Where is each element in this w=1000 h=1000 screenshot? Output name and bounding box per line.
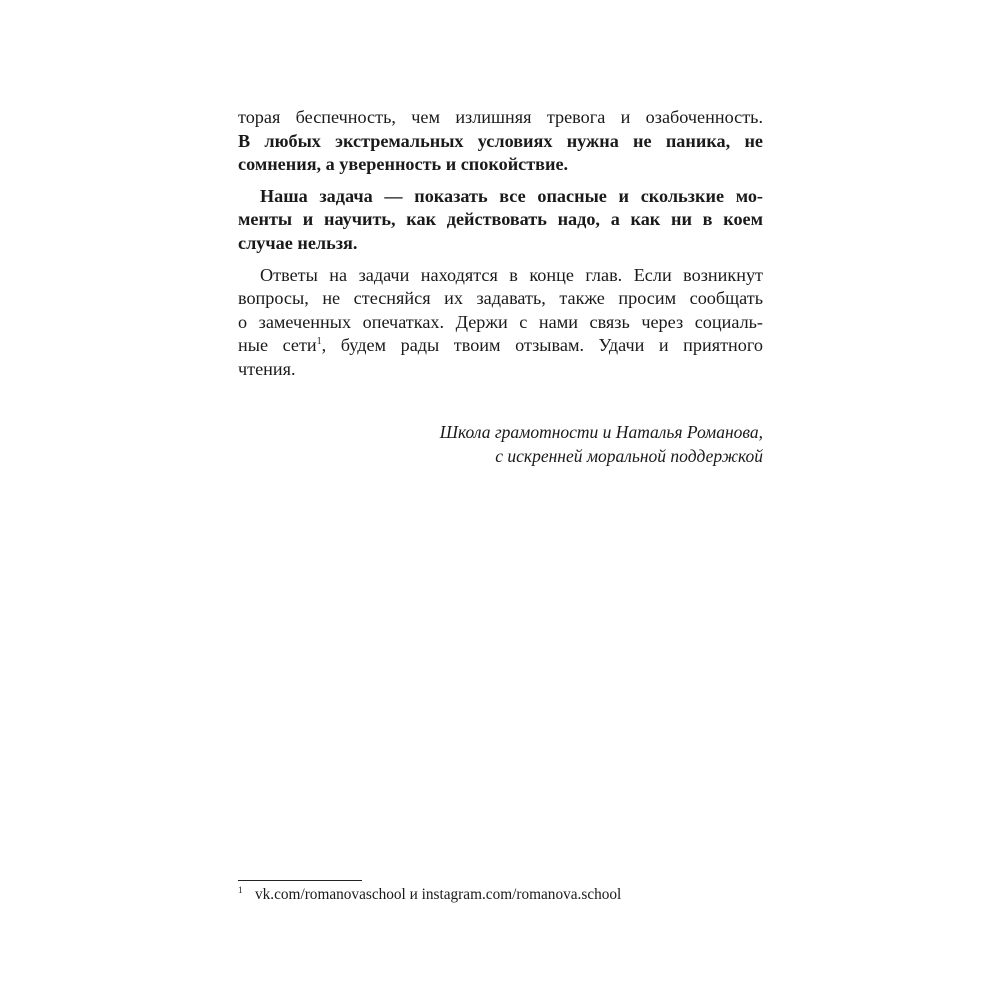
text-line: о замеченных опечатках. Держи с нами связь через социаль- xyxy=(238,311,763,332)
paragraph-2 xyxy=(238,185,763,256)
signature xyxy=(300,421,763,468)
body-text xyxy=(238,106,763,382)
signature-line: Школа грамотности и Наталья Романова, xyxy=(439,422,763,442)
text-line: сомнения, а уверенность и спокойствие. xyxy=(238,154,569,175)
signature-line: с искренней моральной поддержкой xyxy=(495,445,763,466)
text-line: В любых экстремальных условиях нужна не паника, не xyxy=(238,130,763,151)
paragraph-3 xyxy=(238,264,763,382)
text-fragment: , будем рады твоим отзывам. Удачи и приятного xyxy=(321,335,763,356)
text-line xyxy=(238,334,763,358)
text-line: вопросы, не стесняйся их задавать, также просим сообщать xyxy=(238,288,763,309)
paragraph-gap xyxy=(238,177,763,185)
text-line: менты и научить, как действовать надо, а как ни в коем xyxy=(238,209,763,230)
footnote-reference[interactable]: 1 xyxy=(316,336,322,348)
text-line: Наша задача — показать все опасные и скользкие мо- xyxy=(260,185,763,206)
text-line: Ответы на задачи находятся в конце глав. Если возникнут xyxy=(260,264,763,285)
text-line: торая беспечность, чем излишняя тревога и озабоченность. xyxy=(238,107,763,127)
text-line: случае нельзя. xyxy=(238,232,358,253)
paragraph-gap xyxy=(238,256,763,264)
text-line: чтения. xyxy=(238,358,296,379)
footnote-divider xyxy=(238,880,362,881)
text-fragment: ные сети xyxy=(238,335,317,356)
footnote: 1 vk.com/romanovaschool и instagram.com/romanova.school xyxy=(238,885,622,903)
paragraph-1 xyxy=(238,106,763,177)
footnote-text[interactable]: vk.com/romanovaschool и instagram.com/romanova.school xyxy=(255,886,622,903)
